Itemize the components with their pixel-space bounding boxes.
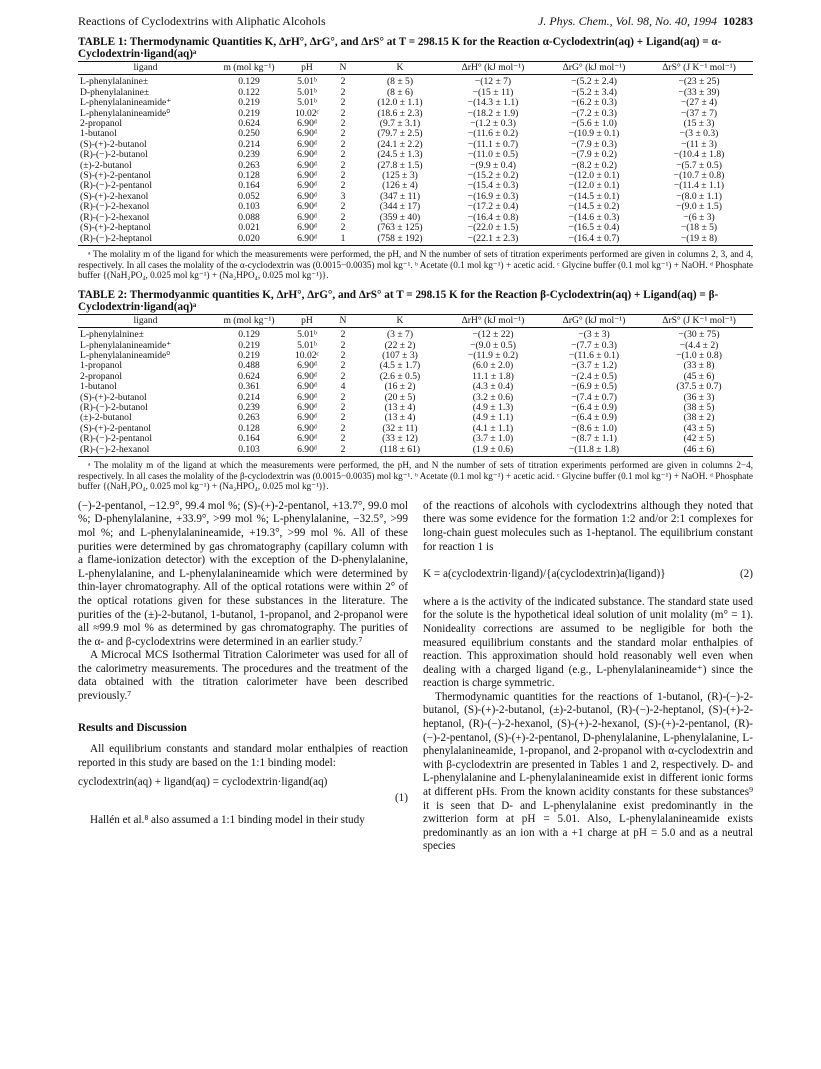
table-cell: 4	[340, 381, 346, 393]
table2-footnote: ᵃ The molality m of the ligand at which the measurements were performed, the pH, and N the number of sets of titration experiments performed are given in columns 2−4, respectively. In all cases the molality of the β-cyclodextrin was (0.0015−0.0035) mol kg⁻¹. ᵇ Acetate (0.1 mol kg⁻¹) + acetic acid. ᶜ Glycine buffer (0.1 mol kg⁻¹) + NaOH. ᵈ Phosphate buffer {(NaH₂PO₄, 0.025 mol kg⁻¹) + (Na₂HPO₄, 0.025 mol kg⁻¹)}.	[78, 459, 753, 492]
table-cell: (R)-(−)-2-hexanol	[80, 201, 150, 213]
journal-name: J. Phys. Chem., Vol. 98, No. 40, 1994	[538, 14, 717, 28]
table-cell: 6.90ᵈ	[285, 445, 329, 457]
table-cell: (24.1 ± 2.2)	[377, 138, 423, 150]
table-cell: −(14.3 ± 1.1)	[467, 97, 519, 109]
table-cell: 5.01ᵇ	[297, 339, 317, 351]
table-cell: (4.5 ± 1.7)	[379, 360, 421, 372]
table-row	[78, 393, 753, 403]
table-row	[78, 372, 753, 382]
table-cell: 2	[340, 97, 346, 109]
table-cell: (18.6 ± 2.3)	[377, 107, 423, 119]
table-cell: −(11.6 ± 0.2)	[467, 128, 519, 140]
table1-caption: TABLE 1: Thermodynamic Quantities K, ΔrH°, ΔrG°, and ΔrS° at T = 298.15 K for the Reaction α-Cyclodextrin(aq) + Ligand(aq) = α-Cyclodextrin·ligand(aq)ᵃ	[78, 36, 722, 60]
table-row	[78, 434, 753, 444]
table-cell: −(5.6 ± 1.0)	[571, 118, 617, 130]
table-cell: 0.164	[238, 433, 260, 445]
running-header	[78, 14, 753, 36]
table-cell: D-phenylalanine±	[80, 86, 150, 98]
table-cell: (32 ± 11)	[382, 422, 418, 434]
table-cell: (9.7 ± 3.1)	[379, 118, 421, 130]
table-cell: L-phenylalanineamide⁺	[80, 339, 172, 351]
table-cell: −(11.8 ± 1.8)	[543, 445, 645, 457]
table-cell: 2	[340, 339, 346, 351]
table-cell: (8 ± 5)	[386, 76, 414, 88]
table-cell: −(14.5 ± 0.1)	[568, 190, 620, 202]
body-text	[78, 500, 753, 854]
table-cell: −(11.9 ± 0.2)	[467, 349, 519, 361]
table-cell: 0.239	[238, 401, 260, 413]
table-cell: (3 ± 7)	[386, 329, 414, 341]
table-cell: 0.239	[238, 149, 260, 161]
table-cell: 0.164	[238, 180, 260, 192]
table-cell: (R)-(−)-2-hexanol	[78, 445, 213, 457]
table-cell: −(9.0 ± 1.5)	[676, 201, 722, 213]
table-cell: 2	[340, 349, 346, 361]
table-cell: 2	[340, 76, 346, 88]
left-column	[78, 500, 408, 854]
table-cell: 6.90ᵈ	[297, 149, 317, 161]
equation-1	[78, 776, 408, 790]
paragraph: (−)-2-pentanol, −12.9°, 99.4 mol %; (S)-(+)-2-pentanol, +13.7°, 99.0 mol %; D-phenylalanine, +33.9°, >99 mol %; L-phenylalanine, −32.5°, >99 mol %; and L-phenylalanineamide, +19.3°, >99 mol %. All of these purities were determined by gas chromatography (capillary column with a flame-ionization detector) with the exception of the D-phenylalanine, L-phenylalanine, and L-phenylalanineamide which were determined by thin-layer chromatography. All of the optical rotations were within 2° of the optical rotations given for these substances in the literature. The purities of the (±)-2-butanol, 1-butanol, 1-propanol, and 2-propanol were all ≈99.9 mol % as determined by gas chromatography. The purities of the α- and β-cyclodextrins were determined in an earlier study.⁷	[78, 499, 408, 648]
table-cell: (24.5 ± 1.3)	[377, 149, 423, 161]
table-cell: 2	[340, 118, 346, 130]
table-cell: −(33 ± 39)	[678, 86, 720, 98]
table-cell: 5.01ᵇ	[297, 329, 317, 341]
table-cell: −(6 ± 3)	[683, 211, 715, 223]
table-cell: −(8.7 ± 1.1)	[571, 433, 617, 445]
table-cell: (S)-(+)-2-heptanol	[80, 222, 151, 234]
table-cell: (344 ± 17)	[379, 201, 421, 213]
col-molality: m (mol kg⁻¹)	[213, 314, 285, 327]
col-entropy: ΔrS° (J K⁻¹ mol⁻¹)	[645, 62, 753, 75]
table-cell: (S)-(+)-2-butanol	[80, 138, 147, 150]
table-cell: −(22.0 ± 1.5)	[467, 222, 519, 234]
paragraph: A Microcal MCS Isothermal Titration Calorimeter was used for all of the calorimetry measurements. The procedures and the treatment of the data obtained with the titration calorimeter have been described previously.⁷	[78, 649, 408, 703]
col-entropy: ΔrS° (J K⁻¹ mol⁻¹)	[645, 314, 753, 327]
table-cell: 0.129	[238, 329, 260, 341]
table-cell: L-phenylalanine±	[80, 76, 149, 88]
table-cell: L-phenylalanineamide⁰	[80, 107, 171, 119]
table-cell: (43 ± 5)	[683, 422, 715, 434]
table-cell: −(12.0 ± 0.1)	[568, 180, 620, 192]
paragraph: of the reactions of alcohols with cyclodextrins although they noted that there was some evidence for the formation 1:2 and/or 2:1 complexes for long-chain guest molecules such as 1-heptanol. The equilibrium constant for reaction 1 is	[423, 499, 753, 553]
table-cell: 2	[340, 107, 346, 119]
table-cell: (38 ± 5)	[683, 401, 715, 413]
table-cell: L-phenylalanineamide⁰	[80, 349, 171, 361]
table-cell: 0.128	[238, 422, 260, 434]
table-cell: 6.90ᵈ	[297, 128, 317, 140]
table-cell: −(17.2 ± 0.4)	[467, 201, 519, 213]
table-cell: 2	[340, 222, 346, 234]
table-cell: −(6.4 ± 0.9)	[571, 412, 617, 424]
col-ph: pH	[285, 62, 329, 75]
table-cell: −(11.1 ± 0.7)	[467, 138, 519, 150]
table-cell: (R)-(−)-2-pentanol	[80, 433, 153, 445]
table-cell: 2	[340, 401, 346, 413]
table-cell: −(18.2 ± 1.9)	[467, 107, 519, 119]
table-cell: (4.1 ± 1.1)	[472, 422, 514, 434]
table-cell: 0.250	[238, 128, 260, 140]
paragraph: All equilibrium constants and standard molar enthalpies of reaction reported in this study are based on the 1:1 binding model:	[78, 743, 408, 769]
table-cell: (S)-(+)-2-hexanol	[80, 190, 149, 202]
table-cell: (13 ± 4)	[384, 401, 416, 413]
col-ligand: ligand	[78, 314, 213, 327]
table-cell: (126 ± 4)	[382, 180, 418, 192]
table-cell: −(1.2 ± 0.3)	[470, 118, 516, 130]
table-cell: 0.129	[238, 76, 260, 88]
table-cell: (359 ± 40)	[379, 211, 421, 223]
table-cell: (1.9 ± 0.6)	[443, 445, 543, 457]
table-cell: 6.90ᵈ	[297, 422, 317, 434]
table-cell: 0.219	[238, 107, 260, 119]
table-cell: (±)-2-butanol	[80, 412, 132, 424]
table-cell: −(14.6 ± 0.3)	[568, 211, 620, 223]
table-cell: −(12 ± 7)	[474, 76, 512, 88]
right-column	[423, 500, 753, 854]
table-cell: (3.2 ± 0.6)	[472, 391, 514, 403]
table-cell: 0.214	[238, 391, 260, 403]
table-cell: −(7.9 ± 0.2)	[571, 149, 617, 161]
table-cell: −(11 ± 3)	[681, 138, 717, 150]
table-cell: 3	[340, 190, 346, 202]
table-cell: 0.052	[238, 190, 260, 202]
table-cell: (118 ± 61)	[357, 445, 443, 457]
table-cell: −(6.2 ± 0.3)	[571, 97, 617, 109]
table-cell: (S)-(+)-2-pentanol	[80, 170, 151, 182]
table-cell: (42 ± 5)	[683, 433, 715, 445]
table-cell: 10.02ᶜ	[294, 349, 320, 361]
table-row	[78, 223, 753, 233]
equation-text: K = a(cyclodextrin·ligand)/{a(cyclodextrin)a(ligand)}	[423, 568, 666, 581]
table-cell: (R)-(−)-2-butanol	[80, 401, 148, 413]
table-cell: −(27 ± 4)	[680, 97, 718, 109]
table-cell: (79.7 ± 2.5)	[377, 128, 423, 140]
table-cell: (R)-(−)-2-hexanol	[80, 211, 150, 223]
table-cell: 2-propanol	[80, 118, 123, 130]
table-cell: 2	[340, 329, 346, 341]
table-cell: 2-propanol	[80, 370, 123, 382]
table2-header-row	[78, 314, 753, 327]
table-cell: 0.624	[238, 370, 260, 382]
table-cell: 6.90ᵈ	[297, 180, 317, 192]
table-cell: −(16.5 ± 0.4)	[568, 222, 620, 234]
table-cell: −(15.4 ± 0.3)	[467, 180, 519, 192]
table-cell: −(7.9 ± 0.3)	[571, 138, 617, 150]
table-cell: 5.01ᵇ	[297, 97, 317, 109]
col-ph: pH	[285, 314, 329, 327]
table-cell: 0.263	[238, 159, 260, 171]
table-cell: 6.90ᵈ	[297, 170, 317, 182]
table-cell: 6.90ᵈ	[297, 391, 317, 403]
table-cell: (S)-(+)-2-pentanol	[80, 422, 151, 434]
table-cell: 0.122	[238, 86, 260, 98]
table-cell: −(15 ± 11)	[472, 86, 514, 98]
table-cell: −(10.7 ± 0.8)	[673, 170, 725, 182]
table-cell: (22 ± 2)	[384, 339, 416, 351]
table-cell: −(6.4 ± 0.9)	[571, 401, 617, 413]
table-cell: 2	[340, 149, 346, 161]
col-gibbs: ΔrG° (kJ mol⁻¹)	[543, 314, 645, 327]
table-cell: 0.219	[238, 339, 260, 351]
equation-number: (2)	[739, 568, 753, 581]
table-cell: 6.90ᵈ	[285, 234, 329, 246]
table-cell: 1-butanol	[80, 128, 117, 140]
table-cell: (8 ± 6)	[386, 86, 414, 98]
table-cell: 0.488	[238, 360, 260, 372]
running-title: Reactions of Cyclodextrins with Aliphatic Alcohols	[78, 14, 326, 28]
table-cell: (12.0 ± 1.1)	[377, 97, 423, 109]
table-cell: −(3.7 ± 1.2)	[571, 360, 617, 372]
table-cell: (37.5 ± 0.7)	[676, 381, 722, 393]
table-cell: (33 ± 12)	[382, 433, 418, 445]
table-cell: (33 ± 8)	[683, 360, 715, 372]
equation-text: cyclodextrin(aq) + ligand(aq) = cyclodextrin·ligand(aq)	[78, 776, 328, 789]
table-cell: 10.02ᶜ	[294, 107, 320, 119]
table-cell: −(7.7 ± 0.3)	[571, 339, 617, 351]
table-cell: 0.214	[238, 138, 260, 150]
journal-page	[78, 14, 753, 854]
journal-citation	[538, 14, 753, 29]
equation-number: (1)	[394, 792, 408, 805]
table-cell: 2	[340, 391, 346, 403]
table-cell: 2	[340, 360, 346, 372]
table-cell: 0.263	[238, 412, 260, 424]
table-cell: (13 ± 4)	[384, 412, 416, 424]
table-cell: (4.9 ± 1.3)	[472, 401, 514, 413]
table-cell: 0.219	[238, 97, 260, 109]
col-n: N	[329, 314, 357, 327]
table-cell: −(8.6 ± 1.0)	[571, 422, 617, 434]
table-cell: (36 ± 3)	[683, 391, 715, 403]
table-cell: (45 ± 6)	[683, 370, 715, 382]
table-cell: 2	[340, 138, 346, 150]
table-cell: −(10.4 ± 1.8)	[673, 149, 725, 161]
table-cell: 2	[340, 433, 346, 445]
table-cell: 1-butanol	[80, 381, 117, 393]
table-cell: 2	[340, 180, 346, 192]
table-cell: 1	[329, 234, 357, 246]
table-cell: 6.90ᵈ	[297, 211, 317, 223]
table-cell: −(5.2 ± 2.4)	[571, 76, 617, 88]
table-cell: −(12 ± 22)	[472, 329, 514, 341]
table-cell: (763 ± 125)	[377, 222, 423, 234]
table-cell: −(30 ± 75)	[678, 329, 720, 341]
table-cell: 0.020	[213, 234, 285, 246]
col-enthalpy: ΔrH° (kJ mol⁻¹)	[443, 62, 543, 75]
table-cell: −(3 ± 0.3)	[679, 128, 719, 140]
table-cell: 2	[340, 211, 346, 223]
table-cell: 6.90ᵈ	[297, 138, 317, 150]
table-cell: (347 ± 11)	[379, 190, 421, 202]
table1-header-row	[78, 62, 753, 75]
table-row	[78, 382, 753, 392]
table-cell: (46 ± 6)	[645, 445, 753, 457]
table-cell: 0.021	[238, 222, 260, 234]
table-cell: 6.90ᵈ	[297, 201, 317, 213]
col-ligand: ligand	[78, 62, 213, 75]
table-cell: −(11.0 ± 0.5)	[467, 149, 519, 161]
table-row	[78, 445, 753, 457]
table-cell: −(7.2 ± 0.3)	[571, 107, 617, 119]
table-cell: 1-propanol	[80, 360, 123, 372]
table1-footnote: ᵃ The molality m of the ligand for which the measurements were performed, the pH, and N the number of sets of titration experiments performed are given in columns 2, 3, and 4, respectively. In all cases the molality of the α-cyclodextrin was (0.0015−0.0035) mol kg⁻¹. ᵇ Acetate (0.1 mol kg⁻¹) + acetic acid. ᶜ Glycine buffer (0.1 mol kg⁻¹) + NaOH. ᵈ Phosphate buffer {(NaH₂PO₄, 0.025 mol kg⁻¹) + (Na₂HPO₄, 0.025 mol kg⁻¹)}.	[78, 248, 753, 281]
table-cell: −(8.2 ± 0.2)	[571, 159, 617, 171]
table-cell: −(14.5 ± 0.2)	[568, 201, 620, 213]
table-cell: (20 ± 5)	[384, 391, 416, 403]
table-cell: 6.90ᵈ	[297, 381, 317, 393]
table-cell: 0.219	[238, 349, 260, 361]
col-k: K	[357, 62, 443, 75]
table-cell: −(11.4 ± 1.1)	[673, 180, 725, 192]
table-cell: −(3 ± 3)	[578, 329, 610, 341]
equation-2	[423, 568, 753, 582]
table-cell: 6.90ᵈ	[297, 360, 317, 372]
table-cell: 0.103	[238, 201, 260, 213]
table-cell: (2.6 ± 0.5)	[379, 370, 421, 382]
table-cell: −(19 ± 8)	[645, 234, 753, 246]
table-cell: 5.01ᵇ	[297, 76, 317, 88]
table-cell: (15 ± 3)	[683, 118, 715, 130]
table-cell: −(7.4 ± 0.7)	[571, 391, 617, 403]
table-cell: 6.90ᵈ	[297, 412, 317, 424]
table2	[78, 314, 753, 457]
table-cell: 5.01ᵇ	[297, 86, 317, 98]
section-heading: Results and Discussion	[78, 721, 187, 734]
table-row	[78, 328, 753, 341]
paragraph: Hallén et al.⁸ also assumed a 1:1 binding model in their study	[90, 813, 365, 826]
table-cell: (6.0 ± 2.0)	[472, 360, 514, 372]
table-cell: (125 ± 3)	[382, 170, 418, 182]
table-row	[78, 234, 753, 246]
table-cell: 0.624	[238, 118, 260, 130]
table-cell: −(16.4 ± 0.8)	[467, 211, 519, 223]
table-cell: 0.103	[213, 445, 285, 457]
col-molality: m (mol kg⁻¹)	[213, 62, 285, 75]
table-cell: −(10.9 ± 0.1)	[568, 128, 620, 140]
table-cell: −(22.1 ± 2.3)	[443, 234, 543, 246]
table-cell: −(15.2 ± 0.2)	[467, 170, 519, 182]
table1	[78, 61, 753, 246]
col-gibbs: ΔrG° (kJ mol⁻¹)	[543, 62, 645, 75]
table-cell: −(2.4 ± 0.5)	[571, 370, 617, 382]
table-cell: (107 ± 3)	[382, 349, 418, 361]
table-cell: −(8.0 ± 1.1)	[676, 190, 722, 202]
table-cell: −(9.0 ± 0.5)	[470, 339, 516, 351]
table-cell: (S)-(+)-2-butanol	[80, 391, 147, 403]
table-cell: −(23 ± 25)	[678, 76, 720, 88]
table-cell: (38 ± 2)	[683, 412, 715, 424]
table-cell: 2	[340, 159, 346, 171]
table-cell: 0.128	[238, 170, 260, 182]
table-cell: −(1.0 ± 0.8)	[676, 349, 722, 361]
table-cell: (4.3 ± 0.4)	[472, 381, 514, 393]
table-cell: 6.90ᵈ	[297, 370, 317, 382]
table-cell: −(37 ± 7)	[680, 107, 718, 119]
paragraph: Thermodynamic quantities for the reactions of 1-butanol, (R)-(−)-2-butanol, (S)-(+)-2-butanol, (±)-2-butanol, (R)-(−)-2-heptanol, (S)-(+)-2-heptanol, (R)-(−)-2-hexanol, (S)-(+)-2-hexanol, (S)-(+)-2-pentanol, (R)-(−)-2-pentanol, (S)-(+)-2-pentanol, D-phenylalanine, L-phenylalanine, L-phenylalanineamide, 1-propanol, and 2-propanol with α-cyclodextrin and with β-cyclodextrin are presented in Tables 1 and 2, respectively. D- and L-phenylalanine and L-phenylalanineamide exist in different ionic forms at different pHs. From the known acidity constants for these substances⁹ it is seen that D- and L-phenylalanine exist predominantly in the zwitterion form at pH = 5.01. Also, L-phenylalanineamide exists predominantly as an ion with a +1 charge at pH = 5.0 and as a neutral species	[423, 690, 753, 853]
table-cell: −(6.9 ± 0.5)	[571, 381, 617, 393]
table-cell: (R)-(−)-2-pentanol	[80, 180, 153, 192]
table-cell: −(16.4 ± 0.7)	[543, 234, 645, 246]
table-cell: 6.90ᵈ	[297, 433, 317, 445]
table-cell: 0.361	[238, 381, 260, 393]
table-cell: −(16.9 ± 0.3)	[467, 190, 519, 202]
table-cell: 6.90ᵈ	[297, 118, 317, 130]
table-cell: 11.1 ± 1.8)	[472, 370, 514, 382]
table-cell: 2	[340, 412, 346, 424]
table-cell: 2	[340, 370, 346, 382]
table-cell: −(5.2 ± 3.4)	[571, 86, 617, 98]
table2-caption: TABLE 2: Thermodyanmic quantities K, ΔrH°, ΔrG°, and ΔrS° at T = 298.15 K for the Reaction β-Cyclodextrin(aq) + Ligand(aq) = β-Cyclodextrin·ligand(aq)ᵃ	[78, 288, 719, 313]
table-cell: 2	[340, 128, 346, 140]
table-cell: 2	[340, 86, 346, 98]
table-cell: 2	[340, 201, 346, 213]
table-cell: (16 ± 2)	[384, 381, 416, 393]
table-cell: 6.90ᵈ	[297, 401, 317, 413]
table-cell: (R)-(−)-2-heptanol	[78, 234, 213, 246]
table-cell: 2	[340, 170, 346, 182]
table-cell: L-phenylalanineamide⁺	[80, 97, 172, 109]
col-n: N	[329, 62, 357, 75]
table-cell: −(5.7 ± 0.5)	[676, 159, 722, 171]
table-cell: (27.8 ± 1.5)	[377, 159, 423, 171]
table-cell: −(9.9 ± 0.4)	[470, 159, 516, 171]
table-cell: 6.90ᵈ	[297, 222, 317, 234]
table-cell: L-phenylalnine±	[80, 329, 144, 341]
table-cell: 2	[329, 445, 357, 457]
table-cell: −(18 ± 5)	[680, 222, 718, 234]
table-cell: (3.7 ± 1.0)	[472, 433, 514, 445]
table-cell: (R)-(−)-2-butanol	[80, 149, 148, 161]
col-enthalpy: ΔrH° (kJ mol⁻¹)	[443, 314, 543, 327]
table-cell: (758 ± 192)	[357, 234, 443, 246]
table-cell: 6.90ᵈ	[297, 190, 317, 202]
page-number: 10283	[723, 14, 753, 28]
table-cell: −(12.0 ± 0.1)	[568, 170, 620, 182]
table-cell: 0.088	[238, 211, 260, 223]
paragraph: where a is the activity of the indicated substance. The standard state used for the solute is the hypothetical ideal solution of unit molality (m° = 1). Nonideality corrections are assumed to be negligible for both the measured equilibrium constants and the standard molar enthalpies of reaction. This approximation should hold reasonably well even when dealing with a charged ligand (e.g., L-phenylalanineamide⁺) since the reaction is charge symmetric.	[423, 595, 753, 690]
table-row	[78, 403, 753, 413]
table-cell: −(4.4 ± 2)	[679, 339, 719, 351]
table-cell: 6.90ᵈ	[297, 159, 317, 171]
table-cell: (±)-2-butanol	[80, 159, 132, 171]
table-cell: −(11.6 ± 0.1)	[568, 349, 620, 361]
col-k: K	[357, 314, 443, 327]
table-cell: 2	[340, 422, 346, 434]
table-cell: (4.9 ± 1.1)	[472, 412, 514, 424]
table-row	[78, 75, 753, 88]
